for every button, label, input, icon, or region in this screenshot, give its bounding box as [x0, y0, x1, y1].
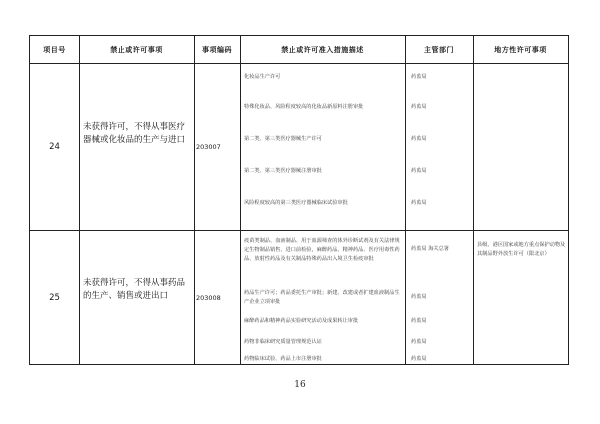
measure-dept: 药监局 [411, 318, 427, 324]
measure-desc: 风险程度较高的第三类医疗器械临床试验审批 [244, 200, 348, 206]
row-code: 203007 [196, 143, 221, 151]
measure-dept: 药监局 [411, 136, 427, 142]
measure-desc: 药品生产许可；药品委托生产审批；新建、改建或者扩建血液制品生产企业立项审批 [244, 290, 400, 305]
header-dept: 主管部门 [424, 46, 454, 54]
header-no: 项目号 [43, 46, 66, 54]
measure-dept: 药监局 [411, 74, 427, 80]
measure-dept: 药监局 海关总署 [411, 246, 449, 252]
row-code: 203008 [196, 294, 221, 302]
measure-dept: 药监局 [411, 200, 427, 206]
header-desc: 禁止或许可准入措施描述 [281, 46, 364, 54]
measure-dept: 药监局 [411, 168, 427, 174]
measure-desc: 第二类、第三类医疗器械生产许可 [244, 136, 322, 142]
page-number: 16 [294, 380, 306, 390]
measure-dept: 药监局 [411, 339, 427, 345]
measure-dept: 药监局 [411, 104, 427, 110]
measure-desc: 麻醉药品和精神药品实验研究活动及成果转让审批 [244, 318, 359, 324]
row-local: 县级、港区国家或地方重点保护动物及其制品野外放生许可（限北京） [477, 242, 566, 257]
measure-desc: 化妆品生产许可 [244, 74, 281, 80]
header-local: 地方性许可事项 [494, 46, 547, 54]
measure-dept: 药监局 [411, 356, 427, 362]
measure-desc: 疫苗类制品、血液制品、用于血源筛查的体外诊断试剂及有关法律规定生物制品销售、进口前检验，麻醉药品、精神药品、医疗用毒性药品、放射性药品及有关制品特殊药品出入境卫生检疫审批 [244, 238, 400, 262]
row-number: 24 [49, 142, 60, 152]
measure-dept: 药监局 [411, 294, 427, 300]
row-item: 未获得许可，不得从事医疗器械或化妆品的生产与进口 [83, 122, 186, 145]
measure-desc: 药物临床试验、药品上市注册审批 [244, 356, 322, 362]
table-row [30, 231, 568, 365]
measure-desc: 第二类、第三类医疗器械注册审批 [244, 168, 322, 174]
measure-desc: 特殊化妆品、风险程度较高的化妆品新原料注册审批 [244, 104, 364, 110]
table-header [30, 36, 568, 64]
header-code: 事项编码 [202, 46, 232, 54]
header-item: 禁止或许可事项 [110, 46, 163, 54]
measure-desc: 药物非临床研究质量管理规范认证 [244, 339, 322, 345]
table-row [30, 64, 568, 230]
permit-table [29, 35, 569, 365]
row-number: 25 [49, 293, 60, 303]
row-item: 未获得许可，不得从事药品的生产、销售或进出口 [83, 278, 186, 301]
